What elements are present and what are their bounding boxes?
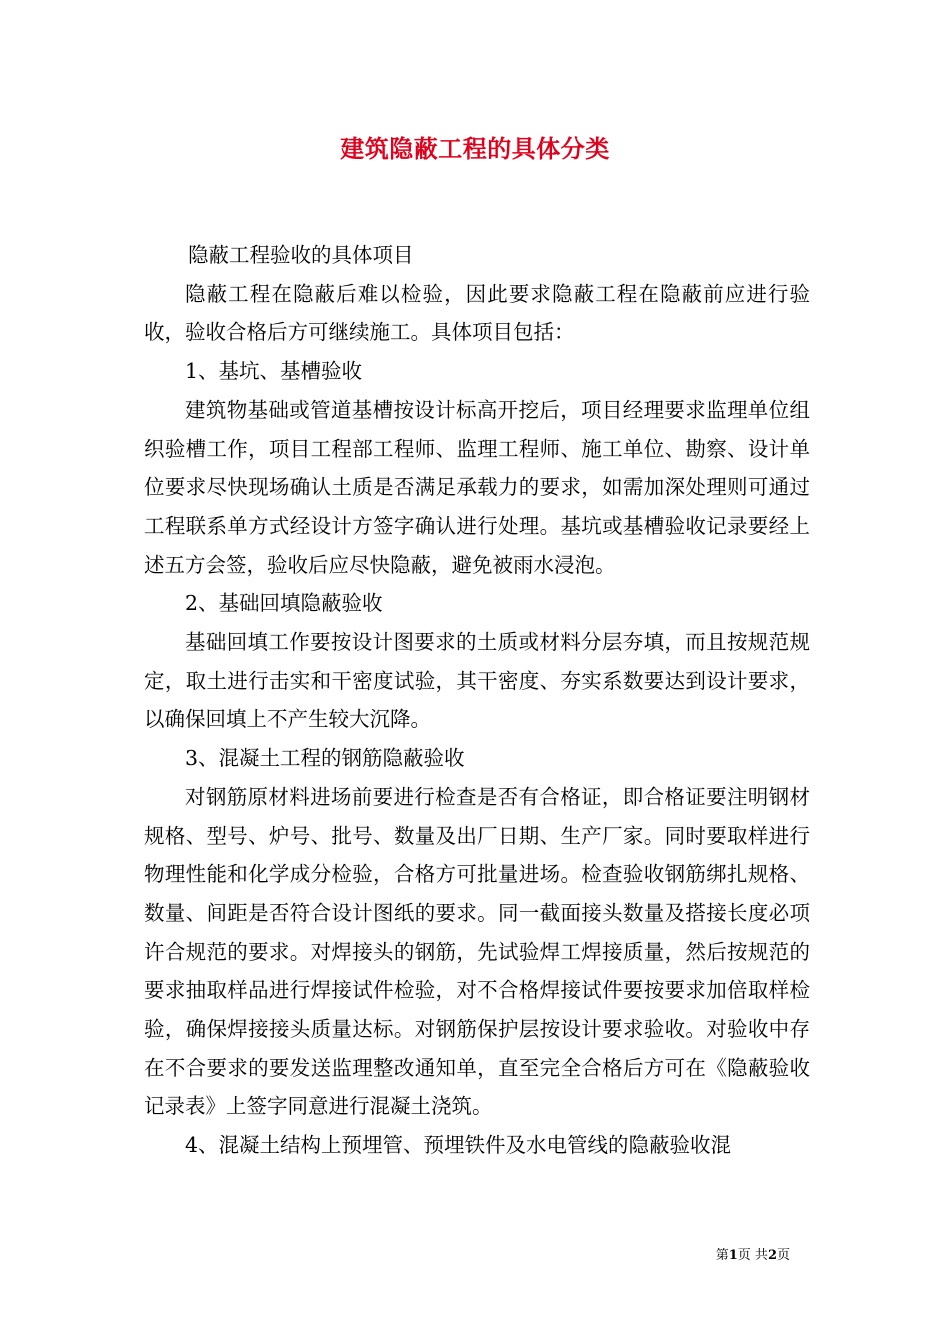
current-page-number: 1 bbox=[728, 1248, 738, 1263]
paragraph: 对钢筋原材料进场前要进行检查是否有合格证，即合格证要注明钢材规格、型号、炉号、批号、数量及出厂日期、生产厂家。同时要取样进行物理性能和化学成分检验，合格方可批量进场。检查验收钢筋绑扎规格、数量、间距是否符合设计图纸的要求。同一截面接头数量及搭接长度必项许合规范的要求。对焊接头的钢筋，先试验焊工焊接质量，然后按规范的要求抽取样品进行焊接试件检验，对不合格焊接试件要按要求加倍取样检验，确保焊接接头质量达标。对钢筋保护层按设计要求验收。对验收中存在不合要求的要发送监理整改通知单，直至完全合格后方可在《隐蔽验收记录表》上签字同意进行混凝土浇筑。 bbox=[144, 784, 810, 1119]
paragraph: 基础回填工作要按设计图要求的土质或材料分层夯填，而且按规范规定，取土进行击实和干密度试验，其干密度、夯实系数要达到设计要求，以确保回填上不产生较大沉降。 bbox=[144, 630, 810, 732]
paragraph: 隐蔽工程在隐蔽后难以检验，因此要求隐蔽工程在隐蔽前应进行验收，验收合格后方可继续施工。具体项目包括： bbox=[144, 281, 810, 345]
paragraph: 隐蔽工程验收的具体项目 bbox=[188, 243, 414, 267]
footer-suffix: 页 bbox=[776, 1248, 790, 1263]
section-heading: 4、混凝土结构上预埋管、预埋铁件及水电管线的隐蔽验收混 bbox=[185, 1133, 732, 1158]
section-heading: 2、基础回填隐蔽验收 bbox=[185, 591, 383, 616]
document-title: 建筑隐蔽工程的具体分类 bbox=[340, 134, 610, 163]
paragraph: 建筑物基础或管道基槽按设计标高开挖后，项目经理要求监理单位组织验槽工作，项目工程部工程师、监理工程师、施工单位、勘察、设计单位要求尽快现场确认土质是否满足承载力的要求，如需加深处理则可通过工程联系单方式经设计方签字确认进行处理。基坑或基槽验收记录要经上述五方会签，验收后应尽快隐蔽，避免被雨水浸泡。 bbox=[144, 397, 810, 577]
page-number-footer bbox=[716, 1247, 790, 1265]
section-heading: 3、混凝土工程的钢筋隐蔽验收 bbox=[185, 746, 465, 771]
footer-middle: 页 共 bbox=[737, 1248, 768, 1263]
footer-prefix: 第 bbox=[715, 1248, 729, 1263]
section-heading: 1、基坑、基槽验收 bbox=[185, 359, 363, 384]
total-pages-number: 2 bbox=[767, 1248, 777, 1263]
document-body bbox=[144, 236, 810, 1165]
